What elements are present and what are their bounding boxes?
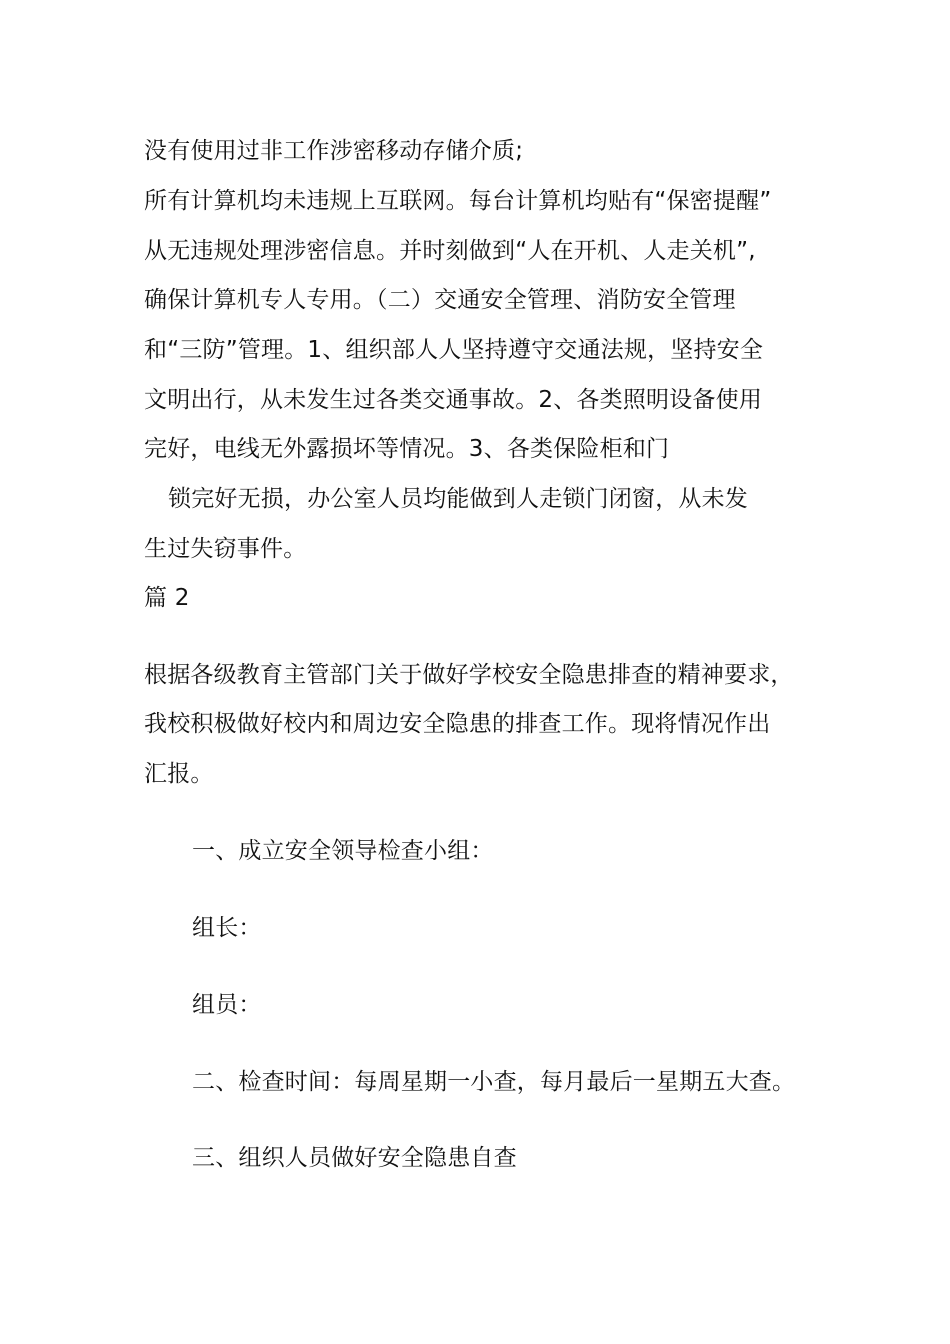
text-line: 文明出行，从未发生过各类交通事故。2、各类照明设备使用 [144, 387, 763, 413]
text-line: 所有计算机均未违规上互联网。每台计算机均贴有“保密提醒” [144, 188, 772, 214]
text-line: 从无违规处理涉密信息。并时刻做到“人在开机、人走关机”, [144, 238, 756, 264]
section-heading: 篇 2 [144, 585, 190, 611]
text-line: 和“三防”管理。1、组织部人人坚持遵守交通法规，坚持安全 [144, 337, 764, 363]
text-line: 生过失窃事件。 [144, 536, 307, 562]
list-item: 组员： [192, 992, 262, 1018]
text-line: 锁完好无损，办公室人员均能做到人走锁门闭窗，从未发 [168, 486, 748, 512]
text-line: 我校积极做好校内和周边安全隐患的排查工作。现将情况作出 [144, 711, 771, 737]
list-item: 二、检查时间：每周星期一小查，每月最后一星期五大查。 [192, 1069, 796, 1095]
list-item: 一、成立安全领导检查小组： [192, 838, 494, 864]
text-line: 没有使用过非工作涉密移动存储介质; [144, 138, 524, 164]
list-item: 三、组织人员做好安全隐患自查 [192, 1145, 517, 1171]
text-line: 确保计算机专人专用。（二）交通安全管理、消防安全管理 [144, 287, 736, 313]
text-line: 根据各级教育主管部门关于做好学校安全隐患排查的精神要求， [144, 662, 794, 688]
text-line: 汇报。 [144, 761, 214, 787]
text-line: 完好，电线无外露损坏等情况。3、各类保险柜和门 [144, 436, 670, 462]
list-item: 组长： [192, 915, 262, 941]
